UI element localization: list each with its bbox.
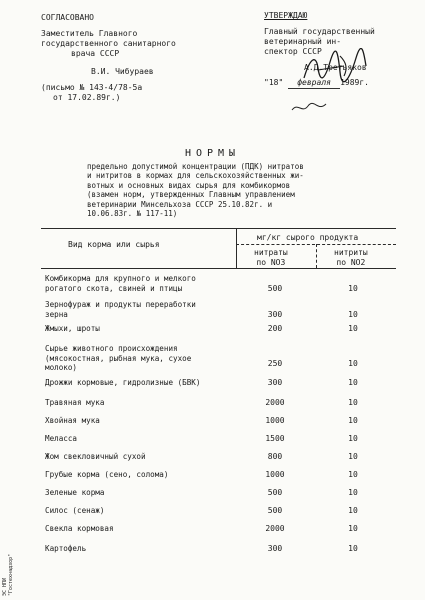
approval-title-line: Главный государственный — [264, 27, 375, 36]
table-row-label-line: Зеленые корма — [45, 488, 105, 497]
table-cell-nitrates: 500 — [267, 488, 283, 497]
table-cell-nitrites: 10 — [348, 309, 358, 319]
table-subcolumn-divider — [316, 244, 317, 268]
table-cell-nitrites: 10 — [348, 359, 358, 368]
table-cell-nitrates: 800 — [267, 452, 283, 461]
table-cell-nitrates: 2000 — [265, 524, 285, 533]
table-row-label-line: молоко) — [45, 363, 78, 372]
sidebar-watermark — [2, 540, 12, 596]
column-header-nitrites — [334, 248, 368, 268]
approval-title-line: ветеринарный ин- — [264, 37, 342, 46]
column-header-nitrites-label: нитриты — [334, 248, 368, 257]
column-header-nitrates-unit: по NO3 — [256, 258, 286, 267]
table-cell-nitrites: 10 — [348, 470, 358, 479]
table-row-label-line: Меласса — [45, 434, 78, 443]
approval-title-line: государственного санитарного — [41, 39, 176, 48]
table-row-label-line: Жом свекловичный сухой — [45, 452, 146, 461]
table-row-label — [45, 470, 168, 480]
table-row-label — [45, 416, 100, 426]
subtitle-line: ветеринарии Минсельхоза СССР 25.10.82г. и — [87, 199, 273, 209]
table-row-label-line: Грубые корма (сено, солома) — [45, 470, 169, 479]
approval-title-line: Заместитель Главного — [41, 29, 138, 38]
table-cell-nitrites: 10 — [348, 324, 358, 333]
table-cell-nitrates: 250 — [267, 359, 283, 368]
table-cell-nitrites: 10 — [348, 524, 358, 533]
table-row-label-line: Силос (сенаж) — [45, 506, 105, 515]
approval-heading-right: УТВЕРЖДАЮ — [264, 11, 308, 20]
table-cell-nitrates: 300 — [267, 309, 283, 319]
table-row-label-line: Травяная мука — [45, 398, 105, 407]
signature-date-scribble — [290, 100, 330, 116]
table-row-label-line: Свекла кормовая — [45, 524, 114, 533]
table-cell-nitrites: 10 — [348, 488, 358, 497]
table-cell-nitrates: 500 — [267, 506, 283, 515]
table-cell-nitrates: 500 — [267, 283, 283, 293]
table-column-divider — [236, 228, 237, 268]
approval-date-day: "18" — [264, 78, 284, 87]
column-header-feed: Вид корма или сырья — [68, 240, 160, 249]
subtitle-line: предельно допустимой концентрации (ПДК) нитратов — [87, 162, 304, 171]
column-header-nitrates — [254, 248, 288, 268]
table-row-label-line: Хвойная мука — [45, 416, 100, 425]
approval-signatory-left: В.И. Чибураев — [91, 67, 154, 76]
column-header-group: мг/кг сырого продукта — [257, 233, 359, 242]
table-cell-nitrates: 2000 — [265, 398, 285, 407]
table-cell-nitrates: 200 — [267, 324, 283, 333]
table-row-label — [45, 452, 146, 462]
subtitle-line: 10.06.83г. № 117-11) — [87, 209, 178, 219]
table-row-label — [45, 344, 191, 373]
table-cell-nitrites: 10 — [348, 378, 358, 387]
table-cell-nitrites: 10 — [348, 544, 358, 553]
table-row-label-line: Сырье животного происхождения — [45, 344, 178, 353]
approval-date-month: февраля — [288, 78, 340, 89]
table-cell-nitrites: 10 — [348, 452, 358, 461]
table-cell-nitrites: 10 — [348, 434, 358, 443]
table-top-rule — [41, 228, 396, 229]
subtitle-line: (взамен норм, утвержденных Главным управлением — [87, 190, 295, 200]
table-row-label — [45, 378, 200, 388]
table-row-label — [45, 324, 100, 334]
table-header-bottom-rule — [41, 268, 396, 269]
table-cell-nitrites: 10 — [348, 506, 358, 515]
column-header-nitrates-label: нитраты — [254, 248, 288, 257]
table-cell-nitrites: 10 — [348, 283, 358, 293]
table-cell-nitrates: 1500 — [265, 434, 285, 443]
table-cell-nitrites: 10 — [348, 398, 358, 407]
table-row-label-line: зерна — [45, 309, 68, 319]
approval-letter-date: от 17.02.89г.) — [53, 93, 121, 102]
table-cell-nitrates: 300 — [267, 378, 283, 387]
approval-title-line: врача СССР — [71, 49, 120, 58]
column-header-nitrites-unit: по NO2 — [336, 258, 366, 267]
table-row-label — [45, 434, 77, 444]
table-row-label-line: (мясокостная, рыбная мука, сухое — [45, 353, 192, 363]
table-row-label — [45, 524, 114, 534]
subtitle-line: вотных и основных видах сырья для комбикормов — [87, 180, 291, 190]
approval-letter-ref: (письмо № 143-4/78-5а — [41, 83, 143, 92]
sidebar-watermark-text: ЭС НПИ "Гостехнадзор" — [2, 553, 14, 596]
table-row-label-line: Дрожжи кормовые, гидролизные (БВК) — [45, 378, 201, 387]
table-row-label — [45, 398, 104, 408]
approval-heading-left: СОГЛАСОВАНО — [41, 13, 94, 22]
table-row-label-line: Жмыхи, шроты — [45, 324, 100, 333]
approval-signatory-right: А.Д.Третьяков — [304, 63, 367, 72]
document-subtitle — [87, 162, 304, 218]
table-row-label — [45, 544, 86, 554]
table-row-label-line: Зернофураж и продукты переработки — [45, 300, 196, 309]
approval-title-line: спектор СССР — [264, 47, 322, 56]
table-cell-nitrates: 300 — [267, 544, 283, 553]
table-row-label — [45, 506, 104, 516]
approval-block-left — [41, 13, 176, 103]
subtitle-line: и нитритов в кормах для сельскохозяйственных жи- — [87, 171, 304, 181]
table-row-label — [45, 274, 196, 293]
table-cell-nitrates: 1000 — [265, 416, 285, 425]
table-cell-nitrites: 10 — [348, 416, 358, 425]
table-row-label-line: рогатого скота, свиней и птицы — [45, 283, 183, 293]
document-title: НОРМЫ — [184, 148, 241, 159]
table-row-label — [45, 488, 104, 498]
table-row-label — [45, 300, 196, 319]
table-cell-nitrates: 1000 — [265, 470, 285, 479]
table-row-label-line: Картофель — [45, 544, 87, 553]
table-row-label-line: Комбикорма для крупного и мелкого — [45, 274, 196, 283]
approval-date-year: 1989г. — [340, 78, 369, 87]
signature-right — [300, 48, 370, 88]
